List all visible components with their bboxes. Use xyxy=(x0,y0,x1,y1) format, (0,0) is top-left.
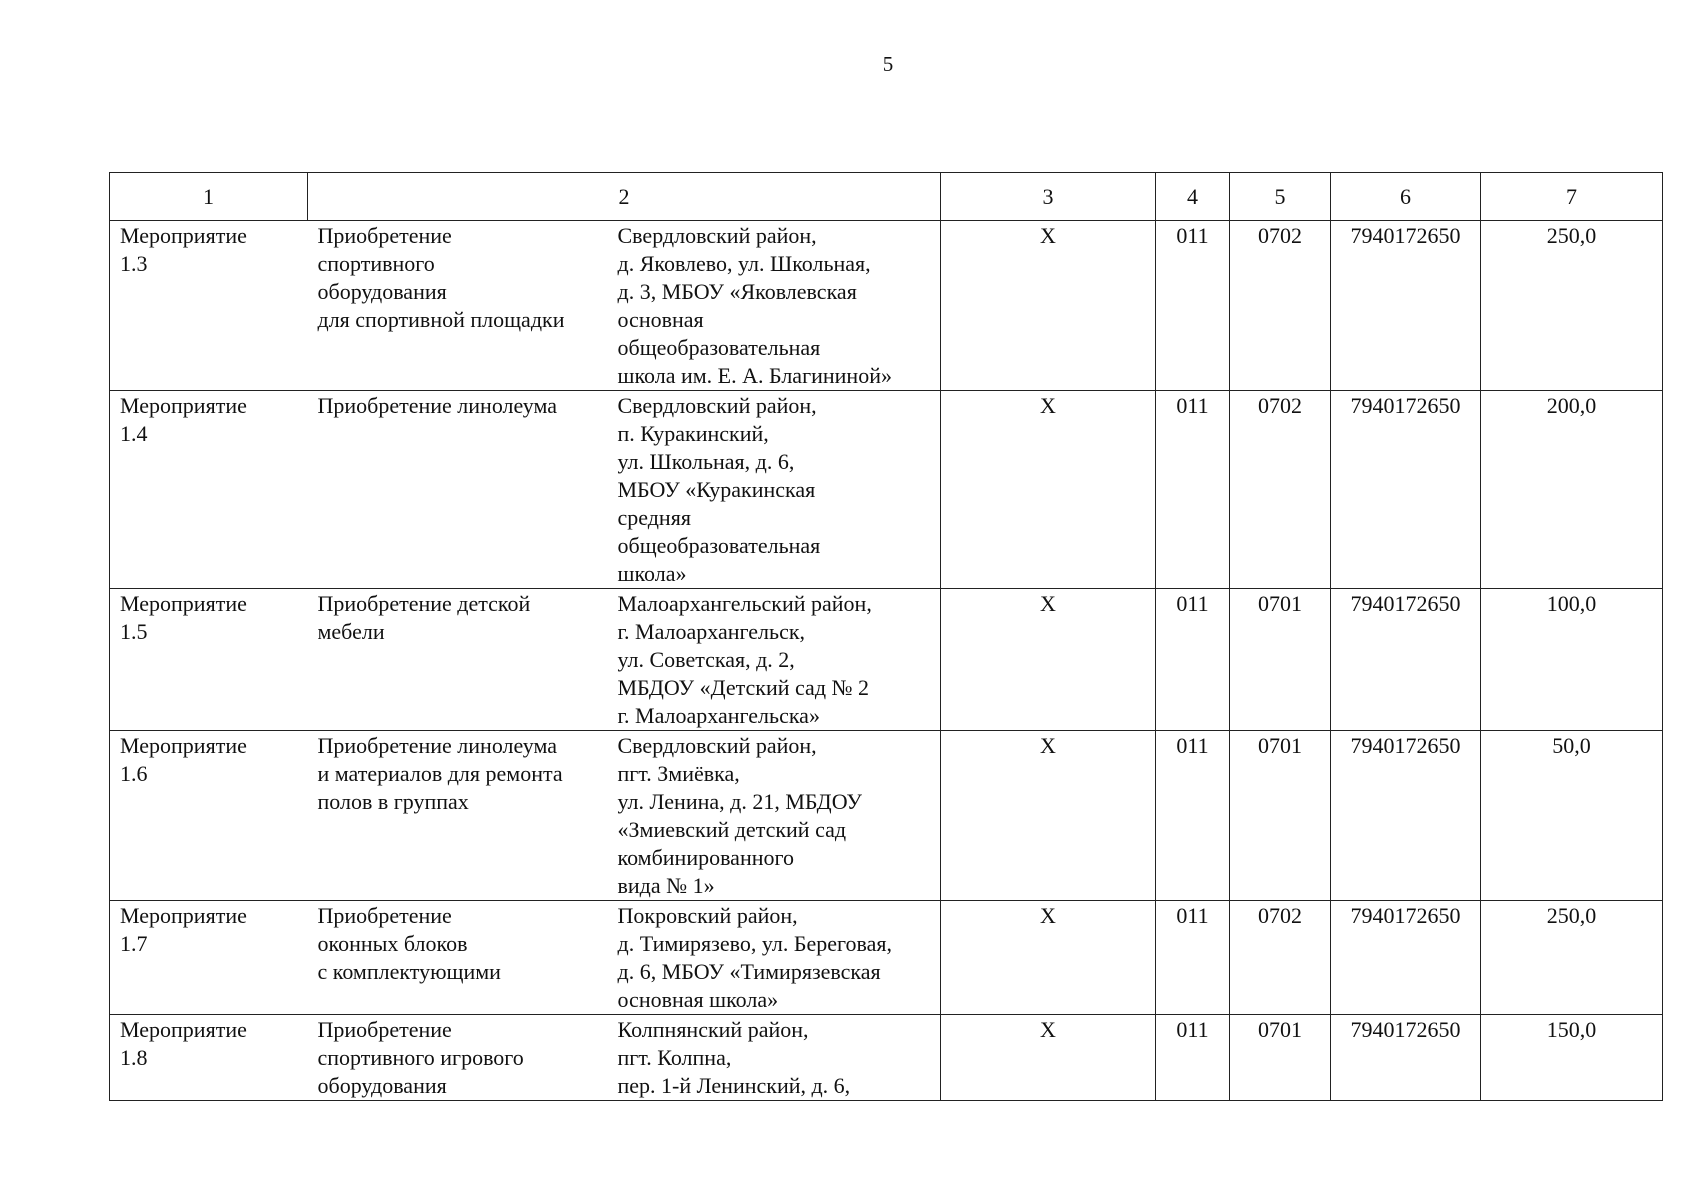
measure-col7: 250,0 xyxy=(1481,221,1663,391)
measure-name: Мероприятие 1.5 xyxy=(110,589,308,731)
measure-name: Мероприятие 1.7 xyxy=(110,901,308,1015)
measure-address: Свердловский район, пгт. Змиёвка, ул. Ленина, д. 21, МБДОУ «Змиевский детский сад комбинированного вида № 1» xyxy=(608,731,941,901)
measure-col6: 7940172650 xyxy=(1331,221,1481,391)
measure-col7: 100,0 xyxy=(1481,589,1663,731)
measure-address: Покровский район, д. Тимирязево, ул. Береговая, д. 6, МБОУ «Тимирязевская основная школа» xyxy=(608,901,941,1015)
measure-description: Приобретение линолеума xyxy=(308,391,608,589)
table-row xyxy=(110,901,1663,1015)
measures-table xyxy=(109,172,1663,1101)
measure-col3: Х xyxy=(941,1015,1156,1101)
measure-col6: 7940172650 xyxy=(1331,901,1481,1015)
measure-address: Колпнянский район, пгт. Колпна, пер. 1-й Ленинский, д. 6, xyxy=(608,1015,941,1101)
measure-col6: 7940172650 xyxy=(1331,1015,1481,1101)
table-row xyxy=(110,589,1663,731)
header-cell-3: 3 xyxy=(941,173,1156,221)
measure-col4: 011 xyxy=(1156,731,1230,901)
measure-col5: 0701 xyxy=(1230,731,1331,901)
header-row xyxy=(110,173,1663,221)
measure-col6: 7940172650 xyxy=(1331,589,1481,731)
measure-col3: Х xyxy=(941,731,1156,901)
measure-col6: 7940172650 xyxy=(1331,731,1481,901)
measure-col5: 0702 xyxy=(1230,221,1331,391)
measure-col3: Х xyxy=(941,589,1156,731)
measure-col7: 50,0 xyxy=(1481,731,1663,901)
measure-col7: 150,0 xyxy=(1481,1015,1663,1101)
header-cell-1: 1 xyxy=(110,173,308,221)
table-row xyxy=(110,1015,1663,1101)
measure-name: Мероприятие 1.3 xyxy=(110,221,308,391)
measure-col6: 7940172650 xyxy=(1331,391,1481,589)
measure-description: Приобретение детской мебели xyxy=(308,589,608,731)
measure-col5: 0701 xyxy=(1230,589,1331,731)
page-number: 5 xyxy=(882,52,894,76)
measure-name: Мероприятие 1.4 xyxy=(110,391,308,589)
measure-address: Свердловский район, д. Яковлево, ул. Школьная, д. 3, МБОУ «Яковлевская основная общеобразовательная школа им. Е. А. Благининой» xyxy=(608,221,941,391)
header-cell-4: 4 xyxy=(1156,173,1230,221)
measure-col4: 011 xyxy=(1156,391,1230,589)
measure-col3: Х xyxy=(941,221,1156,391)
measure-description: Приобретение спортивного оборудования для спортивной площадки xyxy=(308,221,608,391)
table-row xyxy=(110,391,1663,589)
measure-description: Приобретение спортивного игрового оборудования xyxy=(308,1015,608,1101)
measure-address: Малоархангельский район, г. Малоархангельск, ул. Советская, д. 2, МБДОУ «Детский сад № 2 г. Малоархангельска» xyxy=(608,589,941,731)
measure-col5: 0702 xyxy=(1230,391,1331,589)
measure-name: Мероприятие 1.6 xyxy=(110,731,308,901)
measure-col3: Х xyxy=(941,901,1156,1015)
measure-description: Приобретение линолеума и материалов для ремонта полов в группах xyxy=(308,731,608,901)
measure-col5: 0701 xyxy=(1230,1015,1331,1101)
header-cell-2: 2 xyxy=(308,173,941,221)
measure-col4: 011 xyxy=(1156,221,1230,391)
measure-col7: 250,0 xyxy=(1481,901,1663,1015)
header-cell-7: 7 xyxy=(1481,173,1663,221)
measure-name: Мероприятие 1.8 xyxy=(110,1015,308,1101)
measure-col4: 011 xyxy=(1156,589,1230,731)
measure-col7: 200,0 xyxy=(1481,391,1663,589)
measure-col4: 011 xyxy=(1156,901,1230,1015)
measure-col4: 011 xyxy=(1156,1015,1230,1101)
table-row xyxy=(110,221,1663,391)
table-row xyxy=(110,731,1663,901)
header-cell-5: 5 xyxy=(1230,173,1331,221)
measure-address: Свердловский район, п. Куракинский, ул. Школьная, д. 6, МБОУ «Куракинская средняя общеобразовательная школа» xyxy=(608,391,941,589)
header-cell-6: 6 xyxy=(1331,173,1481,221)
measure-description: Приобретение оконных блоков с комплектующими xyxy=(308,901,608,1015)
measure-col3: Х xyxy=(941,391,1156,589)
measure-col5: 0702 xyxy=(1230,901,1331,1015)
